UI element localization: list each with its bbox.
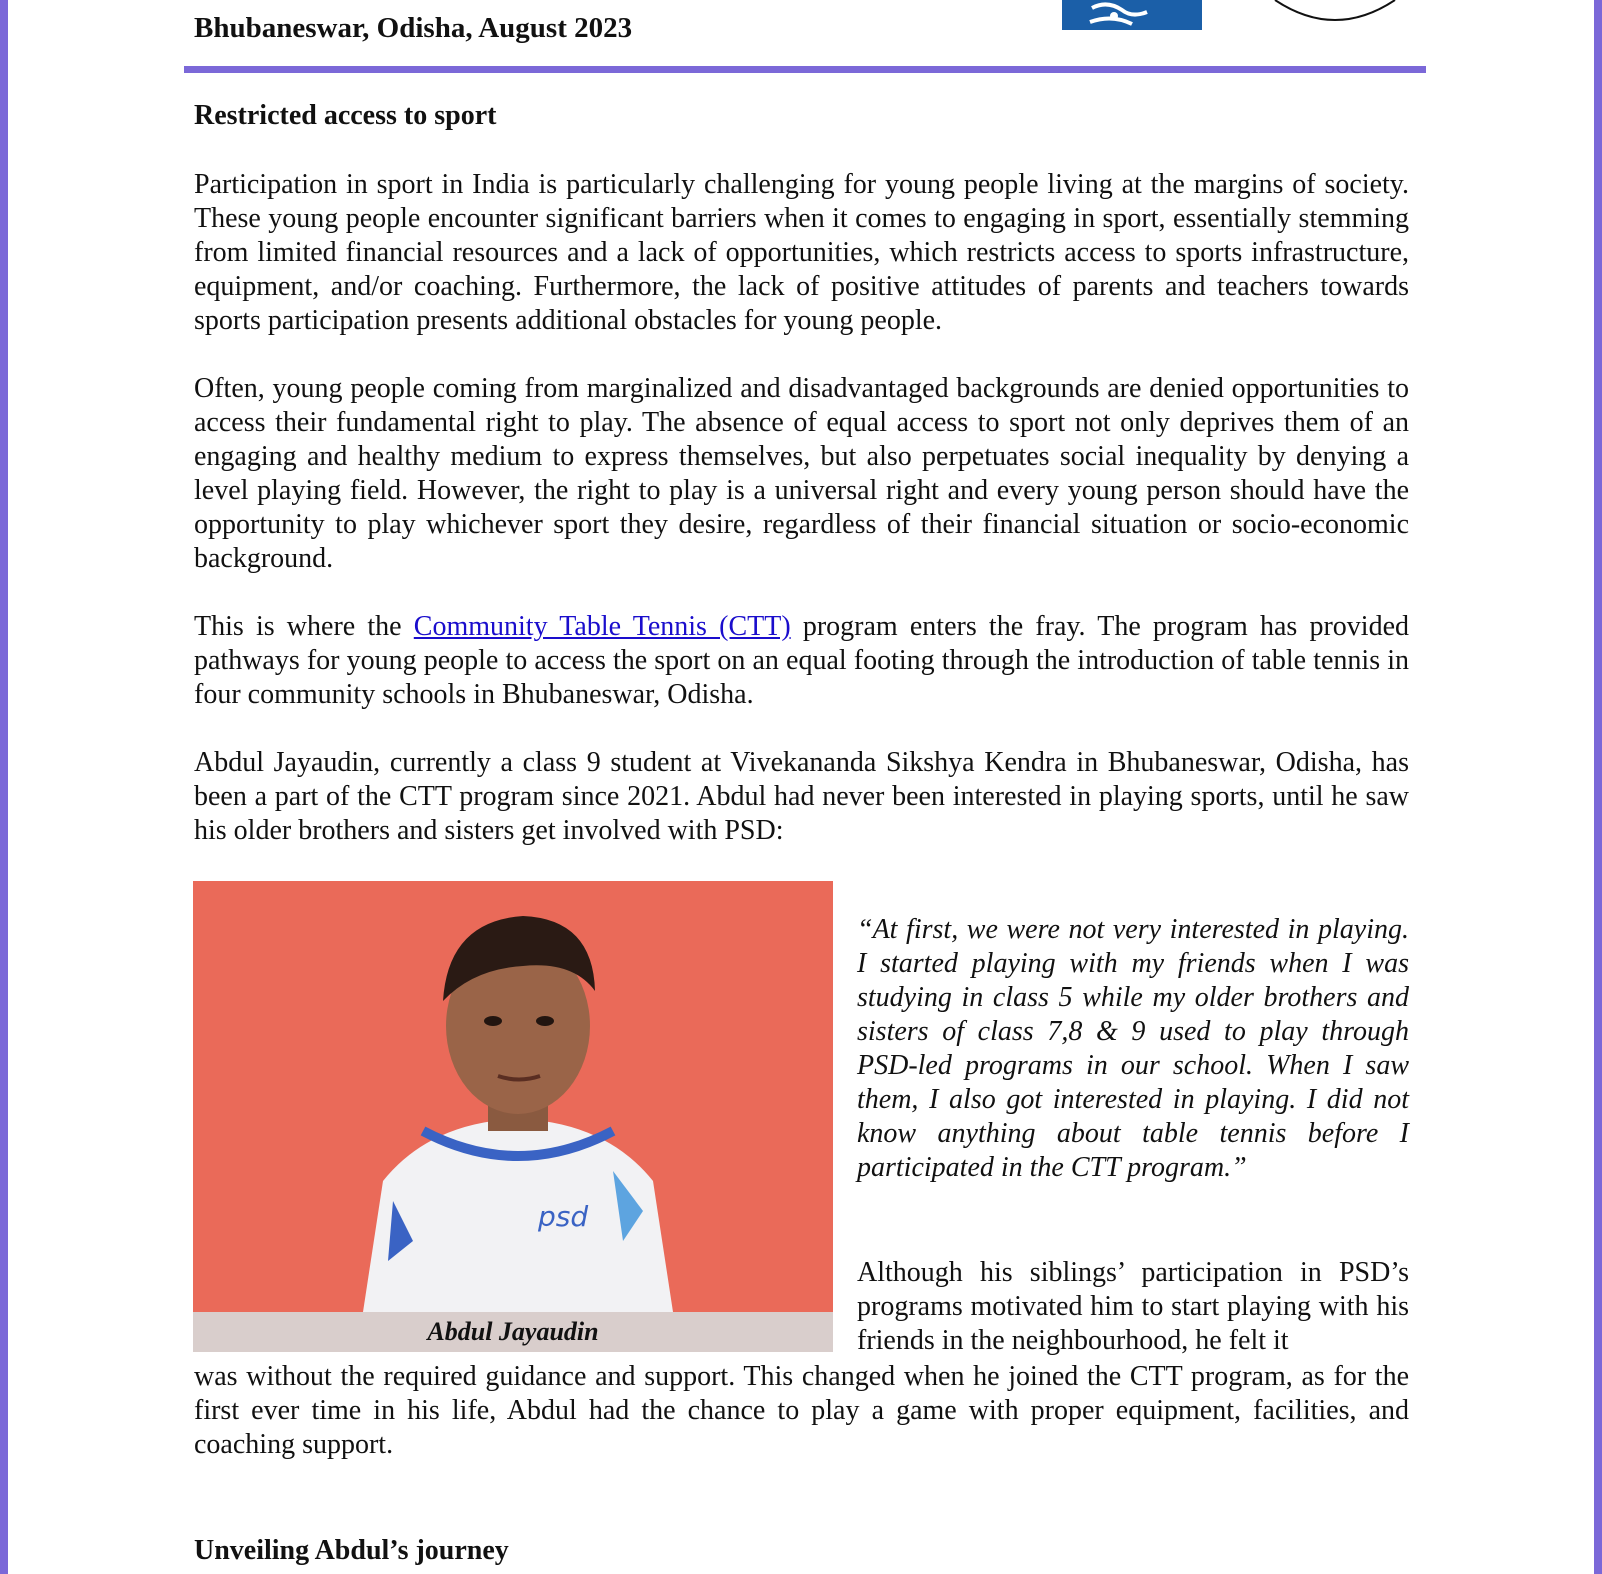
header-divider xyxy=(184,66,1426,73)
paragraph-participation: Participation in sport in India is particularly challenging for young people living at the margins of society. These young people encounter significant barriers when it comes to engaging in sport, essentially stemming from limited financial resources and a lack of opportunities, which restricts access to sports infrastructure, equipment, and/or coaching. Furthermore, the lack of positive attitudes of parents and teachers towards sports participation presents additional obstacles for young people. xyxy=(194,169,1409,336)
paragraph-ctt-text-before: This is where the xyxy=(194,611,414,642)
paragraph-siblings-continued: was without the required guidance and support. This changed when he joined the CTT program, as for the first ever time in his life, Abdul had the chance to play a game with proper equipment, facilities, and coaching support. xyxy=(194,1361,1409,1460)
left-border-bar xyxy=(0,0,8,1574)
shirt-logo-text: psd xyxy=(538,1200,589,1233)
organization-logo-left xyxy=(1062,0,1202,30)
paragraph-ctt-program xyxy=(194,610,1409,712)
place-date-heading: Bhubaneswar, Odisha, August 2023 xyxy=(194,12,633,44)
ctt-program-link[interactable]: Community Table Tennis (CTT) xyxy=(413,611,791,642)
paragraph-siblings-wrap: Although his siblings’ participation in PSD’s programs motivated him to start playing with his friends in the neighbourhood, he felt it xyxy=(857,1257,1409,1356)
paragraph-abdul-intro: Abdul Jayaudin, currently a class 9 student at Vivekananda Sikshya Kendra in Bhubaneswar, Odisha, has been a part of the CTT program since 2021. Abdul had never been interested in playing sports, until he saw his older brothers and sisters get involved with PSD: xyxy=(194,747,1409,846)
section-title-restricted-access: Restricted access to sport xyxy=(194,100,497,131)
section-title-abdul-journey: Unveiling Abdul’s journey xyxy=(194,1535,509,1566)
photo-caption: Abdul Jayaudin xyxy=(193,1312,833,1352)
paragraph-marginalized: Often, young people coming from marginalized and disadvantaged backgrounds are denied opportunities to access their fundamental right to play. The absence of equal access to sport not only deprives them of an engaging and healthy medium to express themselves, but also perpetuates social inequality by denying a level playing field. However, the right to play is a universal right and every young person should have the opportunity to play whichever sport they desire, regardless of their financial situation or socio-economic background. xyxy=(194,373,1409,574)
organization-logo-right xyxy=(1270,0,1400,28)
abdul-quote: “At first, we were not very interested in playing. I started playing with my friends when I was studying in class 5 while my older brothers and sisters of class 7,8 & 9 used to play through PSD-led programs in our school. When I saw them, I also got interested in playing. I did not know anything about table tennis before I participated in the CTT program.” xyxy=(857,914,1409,1183)
right-border-bar xyxy=(1594,0,1602,1574)
paragraph-ctt-text-after: program enters the fray. The program has provided pathways for young people to access the sport on an equal footing through the introduction of table tennis in four community schools in Bhubaneswar, Odisha. xyxy=(194,611,1410,710)
abdul-photo xyxy=(193,881,833,1352)
abdul-portrait-illustration xyxy=(193,881,833,1312)
